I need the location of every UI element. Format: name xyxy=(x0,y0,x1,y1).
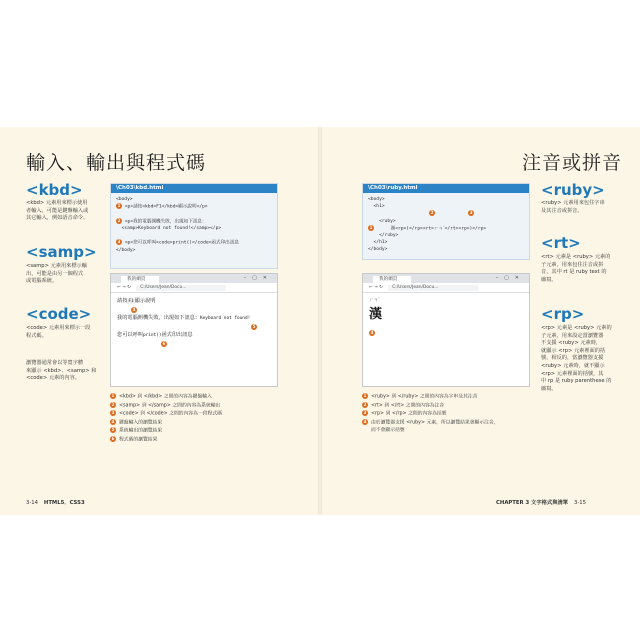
book-gutter xyxy=(318,127,322,515)
browser-tab[interactable]: 我的網頁 xyxy=(373,276,411,283)
code-text: <p>我的電腦開機失敗，出現如下訊息： xyxy=(124,219,207,224)
note-item: 3 <rp> 到 </rp> 之間的內容為括號 xyxy=(363,410,447,417)
address-bar xyxy=(111,283,277,293)
callout-badge: 6 xyxy=(162,340,166,346)
window-controls[interactable]: –▢✕ xyxy=(243,275,273,281)
desc-line: <rt> 元素是 <ruby> 元素的 xyxy=(541,254,611,260)
browser-line-2: 我的電腦開機失敗，出現如下訊息：Keyboard not found! xyxy=(117,315,251,321)
callout-row xyxy=(369,322,529,341)
code-text: 漢<rp>(</rp><rt>ㄏㄢˋ</rt><rp>)</rp> xyxy=(374,226,487,231)
note-item: 1 <kbd> 到 </kbd> 之間的內容為鍵盤輸入 xyxy=(111,393,212,400)
desc-line: 縮寫。 xyxy=(541,385,557,392)
code-line: </h1> xyxy=(368,240,388,245)
rp-description xyxy=(541,325,617,393)
desc-line: 或電腦系統。 xyxy=(26,278,58,285)
code-text: <p>您可以呼叫<code>print()</code>函式印出訊息 xyxy=(124,240,239,246)
callout-row xyxy=(111,323,277,331)
rt-heading: <rt> xyxy=(541,234,581,252)
kbd-description xyxy=(26,200,88,223)
note-item: 3 <code> 到 </code> 之間的內容為一段程式碼 xyxy=(111,410,222,417)
desc-line: <rp> 元素是 <ruby> 元素的 xyxy=(541,325,612,331)
code-description xyxy=(26,325,90,340)
kbd-output: F1 xyxy=(128,299,134,304)
browser-tab[interactable]: 我的網頁 xyxy=(121,276,159,283)
desc-line: <ruby> 元素時，就不顯示 xyxy=(541,362,605,369)
desc-line: 不支援 <ruby> 元素時， xyxy=(541,340,602,347)
desc-line: <code> 元素用來標示一段 xyxy=(26,325,91,331)
callout-badge: 1 xyxy=(117,203,121,208)
ruby-notes xyxy=(362,393,499,435)
rp-heading: <rp> xyxy=(541,305,585,323)
callout-badge: 2 xyxy=(430,210,434,215)
kbd-code-listing xyxy=(110,183,278,269)
left-footer xyxy=(26,498,85,506)
desc-line: 及其注音或拼音。 xyxy=(541,207,583,214)
ruby-base-char: 漢 xyxy=(369,307,383,322)
code-filename: \Ch03\kbd.html xyxy=(111,184,277,193)
note-item: 2 <rt> 到 </rt> 之間的內容為注音 xyxy=(363,401,445,408)
ruby-heading: <ruby> xyxy=(541,181,605,199)
note-item: 1 <ruby> 到 </ruby> 之間的內容為字串及其注音 xyxy=(363,393,478,400)
chapter-title: 文字格式與清單 xyxy=(531,500,569,506)
desc-line: <rp> 元素裡面的括號，其 xyxy=(541,370,604,377)
left-page-number: 3-14 xyxy=(26,500,39,506)
desc-line: 縮寫。 xyxy=(541,276,557,283)
desc-line: 者輸入，可能是鍵盤輸入或 xyxy=(26,207,89,214)
kbd-browser-window xyxy=(110,273,278,387)
right-page-title: 注音或拼音 xyxy=(522,152,623,174)
address-field[interactable]: C:/Users/Jean/Docu... xyxy=(136,285,226,291)
code-line xyxy=(363,225,529,233)
code-line: <body> xyxy=(116,197,133,202)
desc-line: 其它輸入，例如語音命令。 xyxy=(26,215,89,222)
note-item: 5 系統輸出的瀏覽結果 xyxy=(111,427,163,434)
desc-line: <code> 元素的內容。 xyxy=(26,375,80,382)
nav-icons[interactable]: ← → ↻ xyxy=(369,285,383,290)
samp-heading: <samp> xyxy=(26,243,97,261)
desc-line: 出，可能是由另一個程式 xyxy=(26,270,84,277)
address-field[interactable]: C:/Users/Jean/Docu... xyxy=(388,285,478,291)
right-page-number: 3-15 xyxy=(573,500,586,506)
code-line: <ruby> xyxy=(368,218,396,224)
code-text: <p>請按<kbd>F1</kbd>顯示說明</p> xyxy=(124,204,208,210)
code-line: </ruby> xyxy=(368,233,399,238)
code-line xyxy=(111,211,277,218)
code-heading: <code> xyxy=(26,305,92,323)
samp-description xyxy=(26,263,87,286)
callout-row xyxy=(111,340,277,348)
ruby-render xyxy=(363,293,529,341)
callout-badge: 2 xyxy=(117,217,121,223)
desc-line: 瀏覽器通常會以等寬字體 xyxy=(26,360,84,366)
desc-line: 來顯示 <kbd>、<samp> 和 xyxy=(26,367,97,374)
note-item: 4 由於瀏覽器支援 <ruby> 元素，所以瀏覽結果會顯示注音， xyxy=(363,418,499,425)
ruby-description xyxy=(541,200,617,215)
monospace-note xyxy=(26,360,96,383)
callout-badge: 4 xyxy=(132,306,136,312)
note-item: 6 程式碼的瀏覽結果 xyxy=(111,435,158,442)
nav-icons[interactable]: ← → ↻ xyxy=(117,285,131,290)
code-line xyxy=(111,218,277,226)
desc-line: <ruby> 元素用來包住字串 xyxy=(541,200,605,206)
note-item: 而不會顯示括號 xyxy=(371,428,405,433)
desc-line: 子元素，用來設定當瀏覽器 xyxy=(541,332,604,339)
desc-line: <samp> 元素用來標示輸 xyxy=(26,263,87,269)
browser-line-3: 您可以呼叫print()函式印出訊息 xyxy=(117,332,193,338)
callout-badge: 5 xyxy=(252,323,256,329)
callout-row xyxy=(363,210,529,218)
browser-line-1: 請按F1顯示說明 xyxy=(117,298,156,304)
callout-badge: 3 xyxy=(117,239,121,244)
left-page-title: 輸入、輸出與程式碼 xyxy=(26,152,207,174)
samp-output: Keyboard not found! xyxy=(200,316,251,321)
book-name: HTML5．CSS3 xyxy=(43,500,85,506)
code-line: </body> xyxy=(116,247,136,253)
browser-tabbar xyxy=(363,274,529,283)
desc-line: 子元素，用來包住注音或拼 xyxy=(541,261,604,268)
callout-badge: 3 xyxy=(469,210,473,215)
right-footer xyxy=(496,498,590,506)
desc-line: 音，其中 rt 是 ruby text 的 xyxy=(541,269,607,276)
rt-description xyxy=(541,254,617,284)
callout-badge: 1 xyxy=(369,224,373,230)
code-filename: \Ch03\ruby.html xyxy=(363,184,529,193)
code-line: <h1> xyxy=(368,204,385,209)
window-controls[interactable]: –▢✕ xyxy=(495,275,525,281)
desc-line: 就顯示 <rp> 元素裡面的括 xyxy=(541,347,606,354)
desc-line: 程式碼。 xyxy=(26,332,47,339)
chapter-label: CHAPTER 3 xyxy=(496,500,530,506)
ruby-code-listing xyxy=(362,183,530,260)
desc-line: <kbd> 元素用來標示使用 xyxy=(26,200,88,206)
code-line xyxy=(111,239,277,247)
ruby-annotation: ㄏㄢˋ xyxy=(369,298,381,303)
ruby-browser-window xyxy=(362,273,530,387)
kbd-notes xyxy=(110,393,222,444)
code-line: <body> xyxy=(368,197,385,202)
note-item: 4 鍵盤輸入的瀏覽結果 xyxy=(111,418,163,425)
kbd-heading: <kbd> xyxy=(26,181,83,199)
code-line xyxy=(111,203,277,211)
desc-line: 中 rp 是 ruby parenthese 的 xyxy=(541,378,612,385)
code-line: <samp>Keyboard not found!</samp></p> xyxy=(116,226,222,231)
callout-row xyxy=(111,306,277,314)
code-line: </body> xyxy=(368,247,388,252)
desc-line: 號，相反的，當瀏覽器支援 xyxy=(541,355,604,362)
code-output: print() xyxy=(142,333,162,338)
address-bar xyxy=(363,283,529,293)
note-item: 2 <samp> 到 </samp> 之間的內容為系統輸出 xyxy=(111,401,221,408)
callout-badge: 4 xyxy=(370,329,374,335)
browser-tabbar xyxy=(111,274,277,283)
code-line xyxy=(111,232,277,239)
